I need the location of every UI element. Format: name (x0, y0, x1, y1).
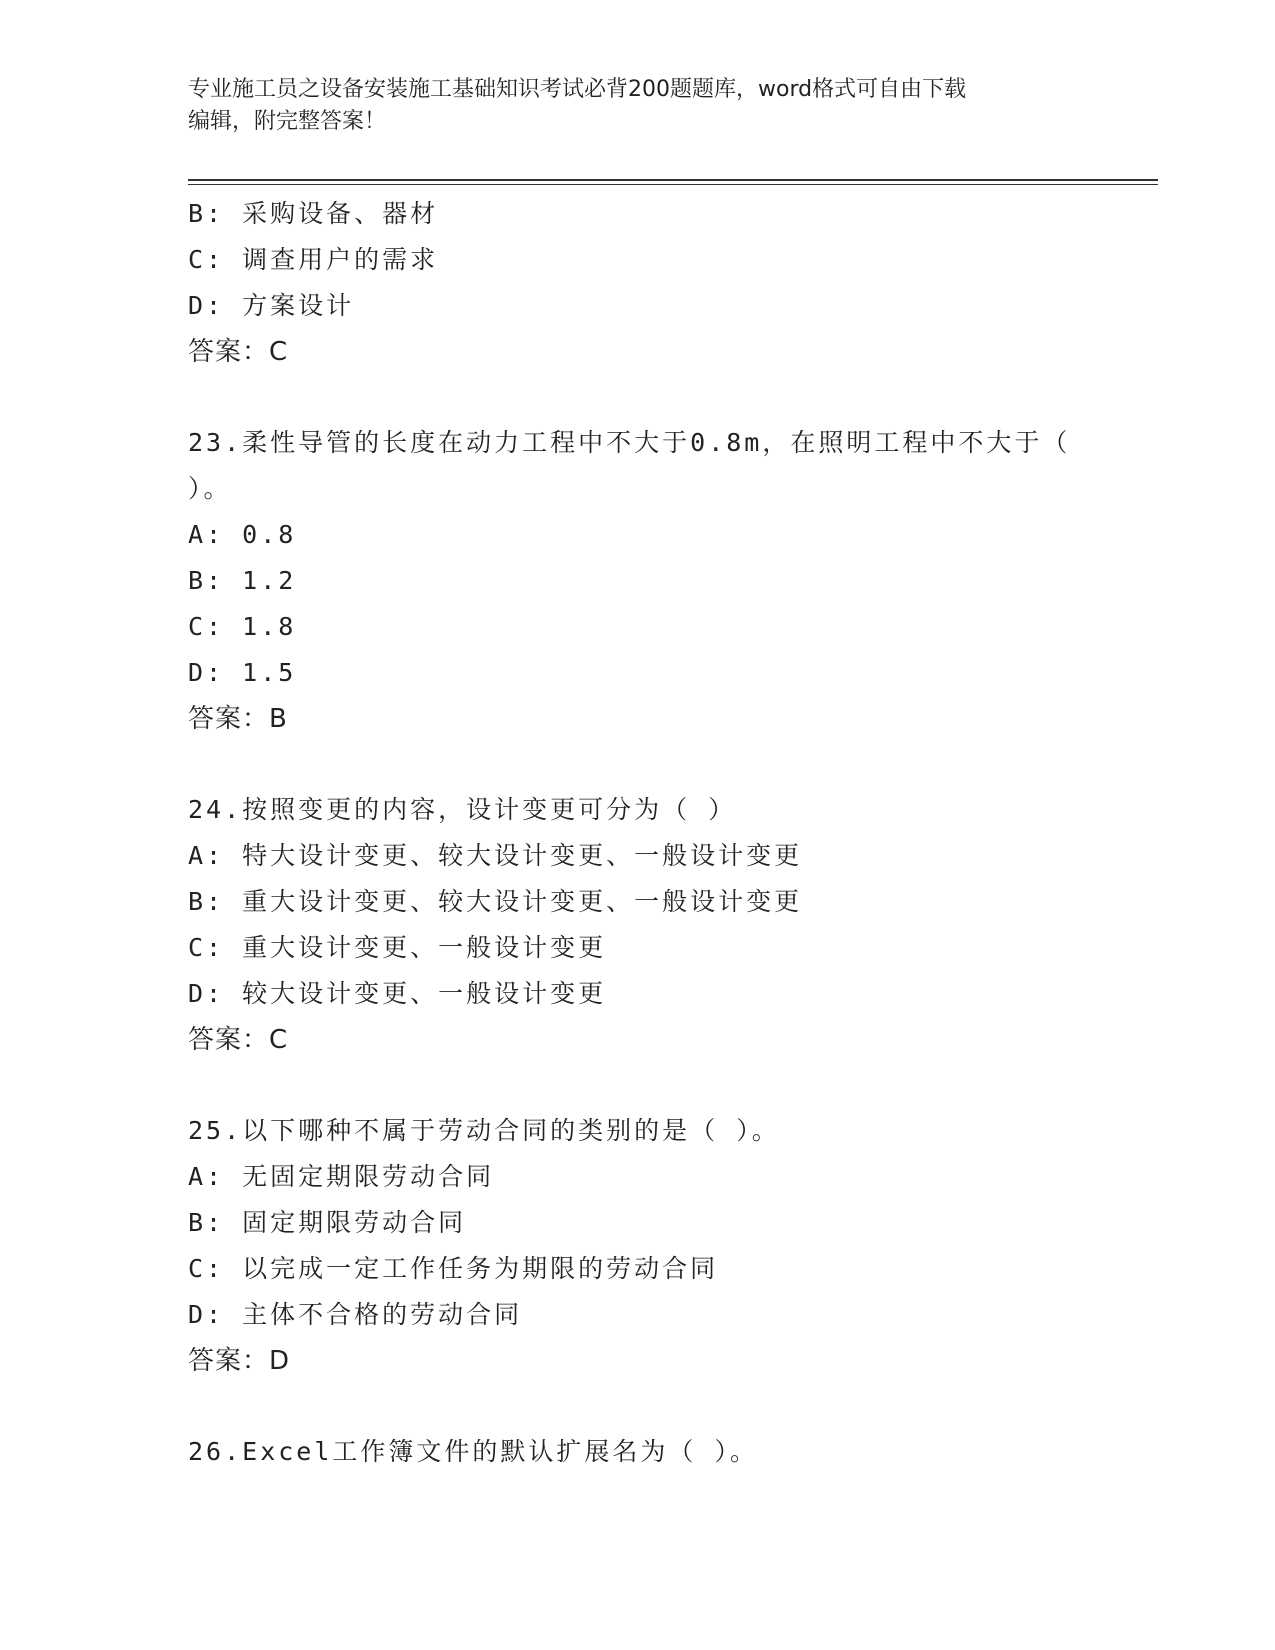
option-a: A: 0.8 (188, 520, 297, 549)
option-c: C: 1.8 (188, 612, 297, 641)
option-c: C: 调查用户的需求 (188, 245, 439, 274)
question-stem-continued: ）。 (188, 474, 232, 503)
question-stem: 26.Excel工作簿文件的默认扩展名为（ ）。 (188, 1437, 758, 1466)
question-22-remainder (188, 191, 1088, 375)
option-c: C: 重大设计变更、一般设计变更 (188, 933, 607, 962)
header-divider-thick (188, 179, 1158, 181)
document-header (188, 74, 1088, 138)
option-d: D: 主体不合格的劳动合同 (188, 1300, 523, 1329)
option-b: B: 1.2 (188, 566, 297, 595)
answer-line: 答案：D (188, 1346, 291, 1376)
option-c: C: 以完成一定工作任务为期限的劳动合同 (188, 1254, 719, 1283)
answer-line: 答案：C (188, 337, 289, 367)
question-stem: 25.以下哪种不属于劳动合同的类别的是（ ）。 (188, 1116, 780, 1145)
header-title-line1: 专业施工员之设备安装施工基础知识考试必背200题题库，word格式可自由下载 (188, 77, 967, 102)
question-23 (188, 420, 1088, 742)
option-d: D: 1.5 (188, 658, 297, 687)
header-title-line2: 编辑，附完整答案！ (188, 109, 387, 134)
header-divider-thin (188, 184, 1158, 185)
option-a: A: 无固定期限劳动合同 (188, 1162, 495, 1191)
question-stem: 23.柔性导管的长度在动力工程中不大于0.8m，在照明工程中不大于（ (188, 428, 1071, 457)
option-b: B: 采购设备、器材 (188, 199, 439, 228)
question-24 (188, 787, 1088, 1063)
option-a: A: 特大设计变更、较大设计变更、一般设计变更 (188, 841, 803, 870)
question-25 (188, 1108, 1088, 1384)
answer-line: 答案：C (188, 1025, 289, 1055)
option-d: D: 方案设计 (188, 291, 355, 320)
question-26 (188, 1429, 1088, 1475)
answer-line: 答案：B (188, 704, 288, 734)
question-stem: 24.按照变更的内容，设计变更可分为（ ） (188, 795, 737, 824)
question-list (188, 191, 1088, 1475)
option-d: D: 较大设计变更、一般设计变更 (188, 979, 607, 1008)
option-b: B: 重大设计变更、较大设计变更、一般设计变更 (188, 887, 803, 916)
option-b: B: 固定期限劳动合同 (188, 1208, 467, 1237)
